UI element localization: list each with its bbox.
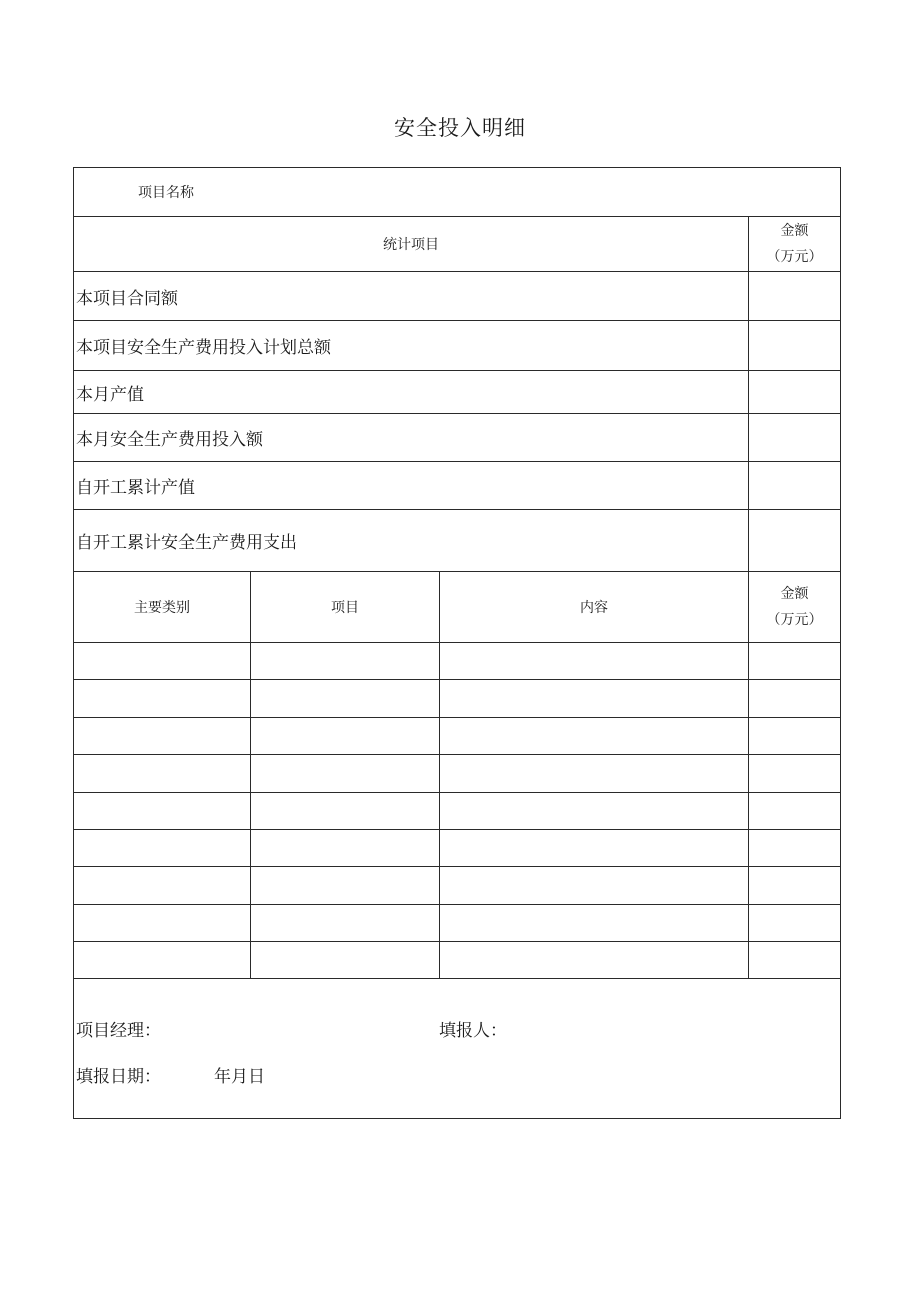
detail-amount-cell[interactable] [749, 905, 841, 942]
detail-content-cell[interactable] [440, 867, 749, 905]
detail-amount-cell[interactable] [749, 942, 841, 979]
date-label: 填报日期： [76, 1067, 161, 1087]
detail-amount-cell[interactable] [749, 793, 841, 830]
detail-content-cell[interactable] [440, 718, 749, 755]
detail-category-cell[interactable] [74, 755, 251, 793]
stat-row-label: 自开工累计产值 [74, 462, 749, 510]
detail-category-cell[interactable] [74, 942, 251, 979]
detail-category-cell[interactable] [74, 830, 251, 867]
stat-row-label: 本项目安全生产费用投入计划总额 [74, 321, 749, 371]
project-name-label: 项目名称 [138, 185, 194, 201]
detail-item-cell[interactable] [251, 755, 440, 793]
detail-amount-label: 金额 [780, 586, 809, 602]
detail-item-cell[interactable] [251, 680, 440, 718]
stat-row-label: 本月产值 [74, 371, 749, 414]
detail-row [74, 905, 841, 942]
detail-category-cell[interactable] [74, 680, 251, 718]
detail-item-cell[interactable] [251, 942, 440, 979]
detail-row [74, 867, 841, 905]
category-header: 主要类别 [74, 572, 251, 643]
detail-content-cell[interactable] [440, 942, 749, 979]
detail-row [74, 643, 841, 680]
detail-category-cell[interactable] [74, 905, 251, 942]
detail-item-cell[interactable] [251, 867, 440, 905]
stat-row-amount[interactable] [749, 272, 841, 321]
detail-amount-cell[interactable] [749, 718, 841, 755]
detail-row [74, 942, 841, 979]
stat-row-amount[interactable] [749, 414, 841, 462]
detail-amount-cell[interactable] [749, 830, 841, 867]
detail-row [74, 830, 841, 867]
detail-content-cell[interactable] [440, 755, 749, 793]
detail-row [74, 718, 841, 755]
stat-row-label: 本月安全生产费用投入额 [74, 414, 749, 462]
stat-row-label: 自开工累计安全生产费用支出 [74, 510, 749, 572]
amount-unit: （万元） [766, 249, 823, 265]
amount-header [749, 217, 841, 272]
detail-content-cell[interactable] [440, 643, 749, 680]
stat-row-amount[interactable] [749, 321, 841, 371]
detail-row [74, 755, 841, 793]
project-name-cell[interactable] [74, 168, 841, 217]
item-header: 项目 [251, 572, 440, 643]
stat-row-amount[interactable] [749, 371, 841, 414]
detail-item-cell[interactable] [251, 643, 440, 680]
detail-amount-cell[interactable] [749, 643, 841, 680]
detail-item-cell[interactable] [251, 905, 440, 942]
detail-item-cell[interactable] [251, 830, 440, 867]
date-format: 年月日 [214, 1067, 265, 1087]
detail-amount-cell[interactable] [749, 755, 841, 793]
detail-row [74, 793, 841, 830]
detail-content-cell[interactable] [440, 905, 749, 942]
detail-amount-header [749, 572, 841, 643]
detail-category-cell[interactable] [74, 793, 251, 830]
detail-category-cell[interactable] [74, 643, 251, 680]
safety-investment-table [73, 167, 841, 1119]
filler-label: 填报人： [439, 1021, 507, 1041]
detail-amount-cell[interactable] [749, 867, 841, 905]
content-header: 内容 [440, 572, 749, 643]
stat-row-amount[interactable] [749, 462, 841, 510]
detail-category-cell[interactable] [74, 718, 251, 755]
detail-category-cell[interactable] [74, 867, 251, 905]
stat-row-amount[interactable] [749, 510, 841, 572]
detail-item-cell[interactable] [251, 793, 440, 830]
signature-area [74, 979, 841, 1119]
detail-amount-cell[interactable] [749, 680, 841, 718]
detail-content-cell[interactable] [440, 830, 749, 867]
detail-item-cell[interactable] [251, 718, 440, 755]
stat-item-header: 统计项目 [74, 217, 749, 272]
detail-content-cell[interactable] [440, 680, 749, 718]
manager-label: 项目经理： [76, 1021, 161, 1041]
page-title: 安全投入明细 [394, 116, 526, 140]
detail-content-cell[interactable] [440, 793, 749, 830]
stat-row-label: 本项目合同额 [74, 272, 749, 321]
detail-amount-unit: （万元） [766, 612, 823, 628]
amount-label: 金额 [780, 223, 809, 239]
detail-row [74, 680, 841, 718]
